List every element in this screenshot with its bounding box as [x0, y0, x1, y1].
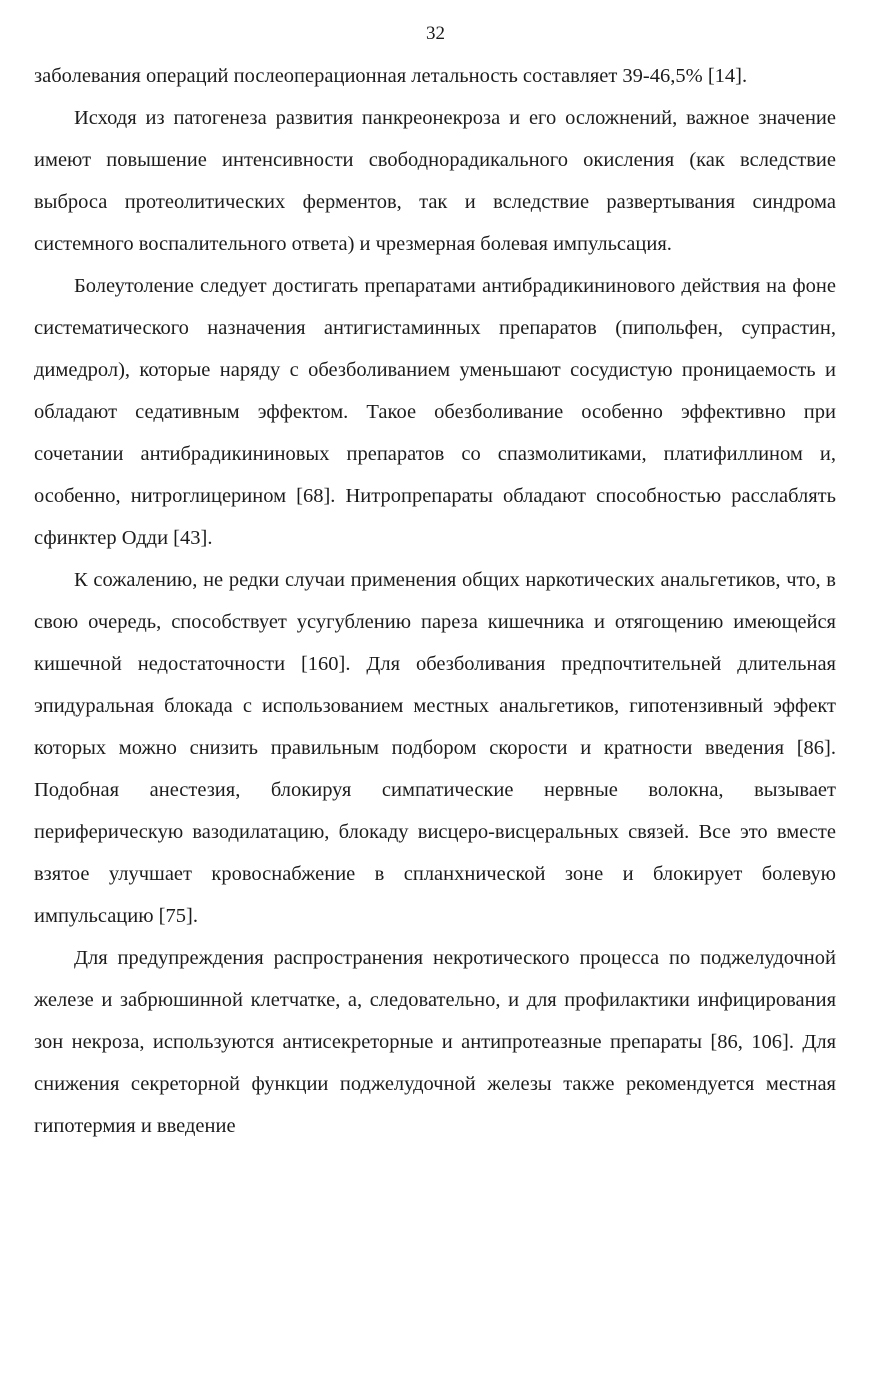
- page-number: 32: [426, 23, 445, 44]
- paragraph-analgesics: К сожалению, не редки случаи применения общих наркотических анальгетиков, что, в свою очередь, способствует усугублению пареза кишечника и отягощению имеющейся кишечной недостаточности [160]. Для обезболивания предпочтительней длительная эпидуральная блокада с использованием местных анальгетиков, гипотензивный эффект которых можно снизить правильным подбором скорости и кратности введения [86]. Подобная анестезия, блокируя симпатические нервные волокна, вызывает периферическую вазодилатацию, блокаду висцеро-висцеральных связей. Все это вместе взятое улучшает кровоснабжение в спланхнической зоне и блокирует болевую импульсацию [75].: [34, 569, 836, 927]
- paragraph-continuation: заболевания операций послеоперационная летальность составляет 39-46,5% [14].: [34, 65, 748, 87]
- paragraph-pathogenesis: Исходя из патогенеза развития панкреонекроза и его осложнений, важное значение имеют повышение интенсивности свободнорадикального окисления (как вследствие выброса протеолитических ферментов, так и вследствие развертывания синдрома системного воспалительного ответа) и чрезмерная болевая импульсация.: [34, 107, 836, 255]
- paragraph-prevention: Для предупреждения распространения некротического процесса по поджелудочной железе и забрюшинной клетчатке, а, следовательно, и для профилактики инфицирования зон некроза, используются антисекреторные и антипротеазные препараты [86, 106]. Для снижения секреторной функции поджелудочной железы также рекомендуется местная гипотермия и введение: [34, 947, 836, 1137]
- paragraph-pain-relief: Болеутоление следует достигать препаратами антибрадикининового действия на фоне систематического назначения антигистаминных препаратов (пипольфен, супрастин, димедрол), которые наряду с обезболиванием уменьшают сосудистую проницаемость и обладают седативным эффектом. Такое обезболивание особенно эффективно при сочетании антибрадикининовых препаратов со спазмолитиками, платифиллином и, особенно, нитроглицерином [68]. Нитропрепараты обладают способностью расслаблять сфинктер Одди [43].: [34, 275, 836, 549]
- page-body-text: [34, 55, 836, 1147]
